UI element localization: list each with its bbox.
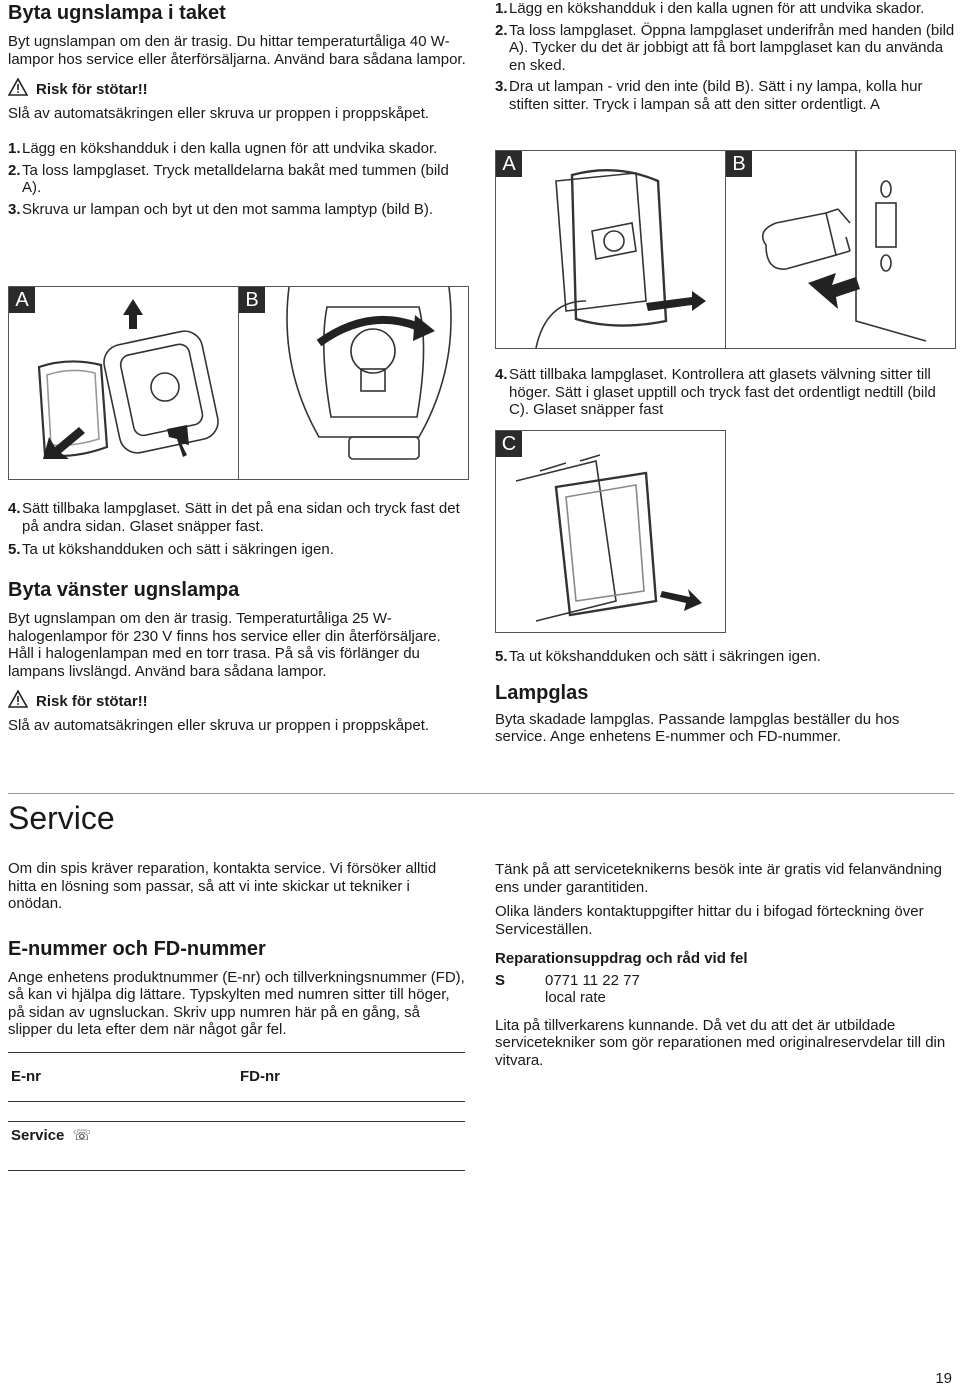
figure-label: C [496, 431, 522, 457]
section-title-left-lamp: Byta vänster ugnslampa [8, 579, 240, 601]
list-item: 2. Ta loss lampglaset. Öppna lampglaset underifrån med handen (bild A). Tycker du det är jobbigt att få bort lampglaset kan du använda en sked. [495, 21, 955, 74]
left-top-section [8, 0, 468, 218]
service-rate: local rate [545, 989, 606, 1006]
service-contacts-note: Olika länders kontaktuppgifter hittar du i bifogad förteckning över Serviceställen. [495, 903, 924, 938]
figure-ceiling-a [8, 286, 239, 480]
service-left [8, 800, 468, 1039]
warning-text: Slå av automatsäkringen eller skruva ur proppen i proppskåpet. [8, 104, 430, 122]
glass-refit-illustration [496, 431, 725, 632]
warning-triangle-icon [8, 690, 28, 713]
section-title-lampglas: Lampglas [495, 681, 589, 704]
list-item: 2. Ta loss lampglaset. Tryck metalldelarna bakåt med tummen (bild A). [8, 161, 449, 196]
list-item: 4. Sätt tillbaka lampglaset. Sätt in det på ena sidan och tryck fast det på andra sidan. Glaset snäpper fast. [8, 500, 460, 535]
repair-title: Reparationsuppdrag och råd vid fel [495, 950, 748, 967]
service-right [495, 861, 955, 1069]
service-phone-number: 0771 11 22 77 [545, 971, 640, 989]
service-contact [495, 972, 955, 1007]
list-item: 4. Sätt tillbaka lampglaset. Kontrollera att glasets välvning sitter till höger. Sätt i glaset upptill och tryck fast det ordentligt nedtill (bild C). Glaset snäpper fast [495, 366, 936, 418]
section-title-ceiling-lamp: Byta ugnslampa i taket [8, 2, 226, 24]
warning-label: Risk för stötar!! [36, 692, 148, 710]
list-item: 5. Ta ut kökshandduken och sätt i säkringen igen. [8, 541, 334, 558]
service-intro: Om din spis kräver reparation, kontakta service. Vi försöker alltid hitta en lösning som passar, så att vi inte skickar ut tekniker i onödan. [8, 860, 437, 912]
page-number: 19 [935, 1370, 952, 1387]
section-divider [8, 793, 954, 794]
lampglas-text: Byta skadade lampglas. Passande lampglas beställer du hos service. Ange enhetens E-nummer och FD-nummer. [495, 710, 900, 745]
right-step-5 [495, 648, 955, 746]
left-steps-after [8, 500, 468, 559]
service-phone-label: Service ☏ [11, 1126, 92, 1144]
bulb-unscrew-illustration [239, 287, 468, 479]
country-code: S [495, 971, 506, 989]
warning-text: Slå av automatsäkringen eller skruva ur proppen i proppskåpet. [8, 716, 430, 734]
fdnr-label: FD-nr [240, 1068, 280, 1085]
figure-label: A [496, 151, 522, 177]
lamp-cover-removal-illustration [9, 287, 238, 479]
figure-side-b [725, 150, 956, 349]
shock-warning [8, 78, 468, 101]
right-top-steps [495, 0, 955, 113]
telephone-icon: ☏ [72, 1126, 92, 1144]
list-item: 3. Dra ut lampan - vrid den inte (bild B). Sätt i ny lampa, kolla hur stiften sitter. Tryck i lampan så att den sitter ordentligt. A [495, 78, 923, 113]
service-cost-note: Tänk på att serviceteknikerns besök inte är gratis vid felanvändning ens under garantitiden. [495, 861, 942, 896]
ceiling-lamp-steps [8, 140, 468, 218]
ceiling-lamp-intro: Byt ugnslampan om den är trasig. Du hittar temperaturtåliga 40 W-lampor hos service eller återförsäljarna. Använd bara sådana lampor. [8, 33, 466, 68]
halogen-pull-illustration [726, 151, 955, 348]
list-item: 3. Skruva ur lampan och byt ut den mot samma lamptyp (bild B). [8, 200, 434, 218]
list-item: 5. Ta ut kökshandduken och sätt i säkringen igen. [495, 648, 821, 665]
right-step-4 [495, 366, 955, 419]
enr-label: E-nr [11, 1068, 41, 1085]
enr-text: Ange enhetens produktnummer (E-nr) och tillverkningsnummer (FD), så kan vi hjälpa dig lättare. Typskylten med numren sitter till höger, på sidan av ugnsluckan. Skriv upp numren här på en gång, så slipper du leta efter dem när något går fel. [8, 968, 465, 1038]
section-title-enr: E-nummer och FD-nummer [8, 937, 266, 960]
form-line [8, 1121, 465, 1122]
list-item: 1. Lägg en kökshandduk i den kalla ugnen för att undvika skador. [8, 140, 438, 157]
form-line [8, 1052, 465, 1053]
figure-side-a [495, 150, 726, 349]
figure-label: A [9, 287, 35, 313]
glass-open-illustration [496, 151, 725, 348]
left-lamp-intro: Byt ugnslampan om den är trasig. Temperaturtåliga 25 W-halogenlampor för 230 V finns hos service eller din återförsäljare. Håll i halogenlampan med en torr trasa. På så vis förlänger du lampans livslängd. Använd bara sådana lampor. [8, 610, 441, 680]
shock-warning [8, 690, 468, 713]
warning-triangle-icon [8, 78, 28, 101]
figure-side-c [495, 430, 726, 633]
list-item: 1. Lägg en kökshandduk i den kalla ugnen för att undvika skador. [495, 0, 925, 17]
figure-label: B [239, 287, 265, 313]
form-line [8, 1170, 465, 1171]
service-title: Service [8, 800, 115, 836]
figure-ceiling-b [238, 286, 469, 480]
form-line [8, 1101, 465, 1102]
warning-label: Risk för stötar!! [36, 80, 148, 98]
manufacturer-note: Lita på tillverkarens kunnande. Då vet du att det är utbildade servicetekniker som gör reparationen med originalreservdelar till din vitvara. [495, 1016, 946, 1069]
figure-label: B [726, 151, 752, 177]
left-lamp-section [8, 578, 468, 734]
